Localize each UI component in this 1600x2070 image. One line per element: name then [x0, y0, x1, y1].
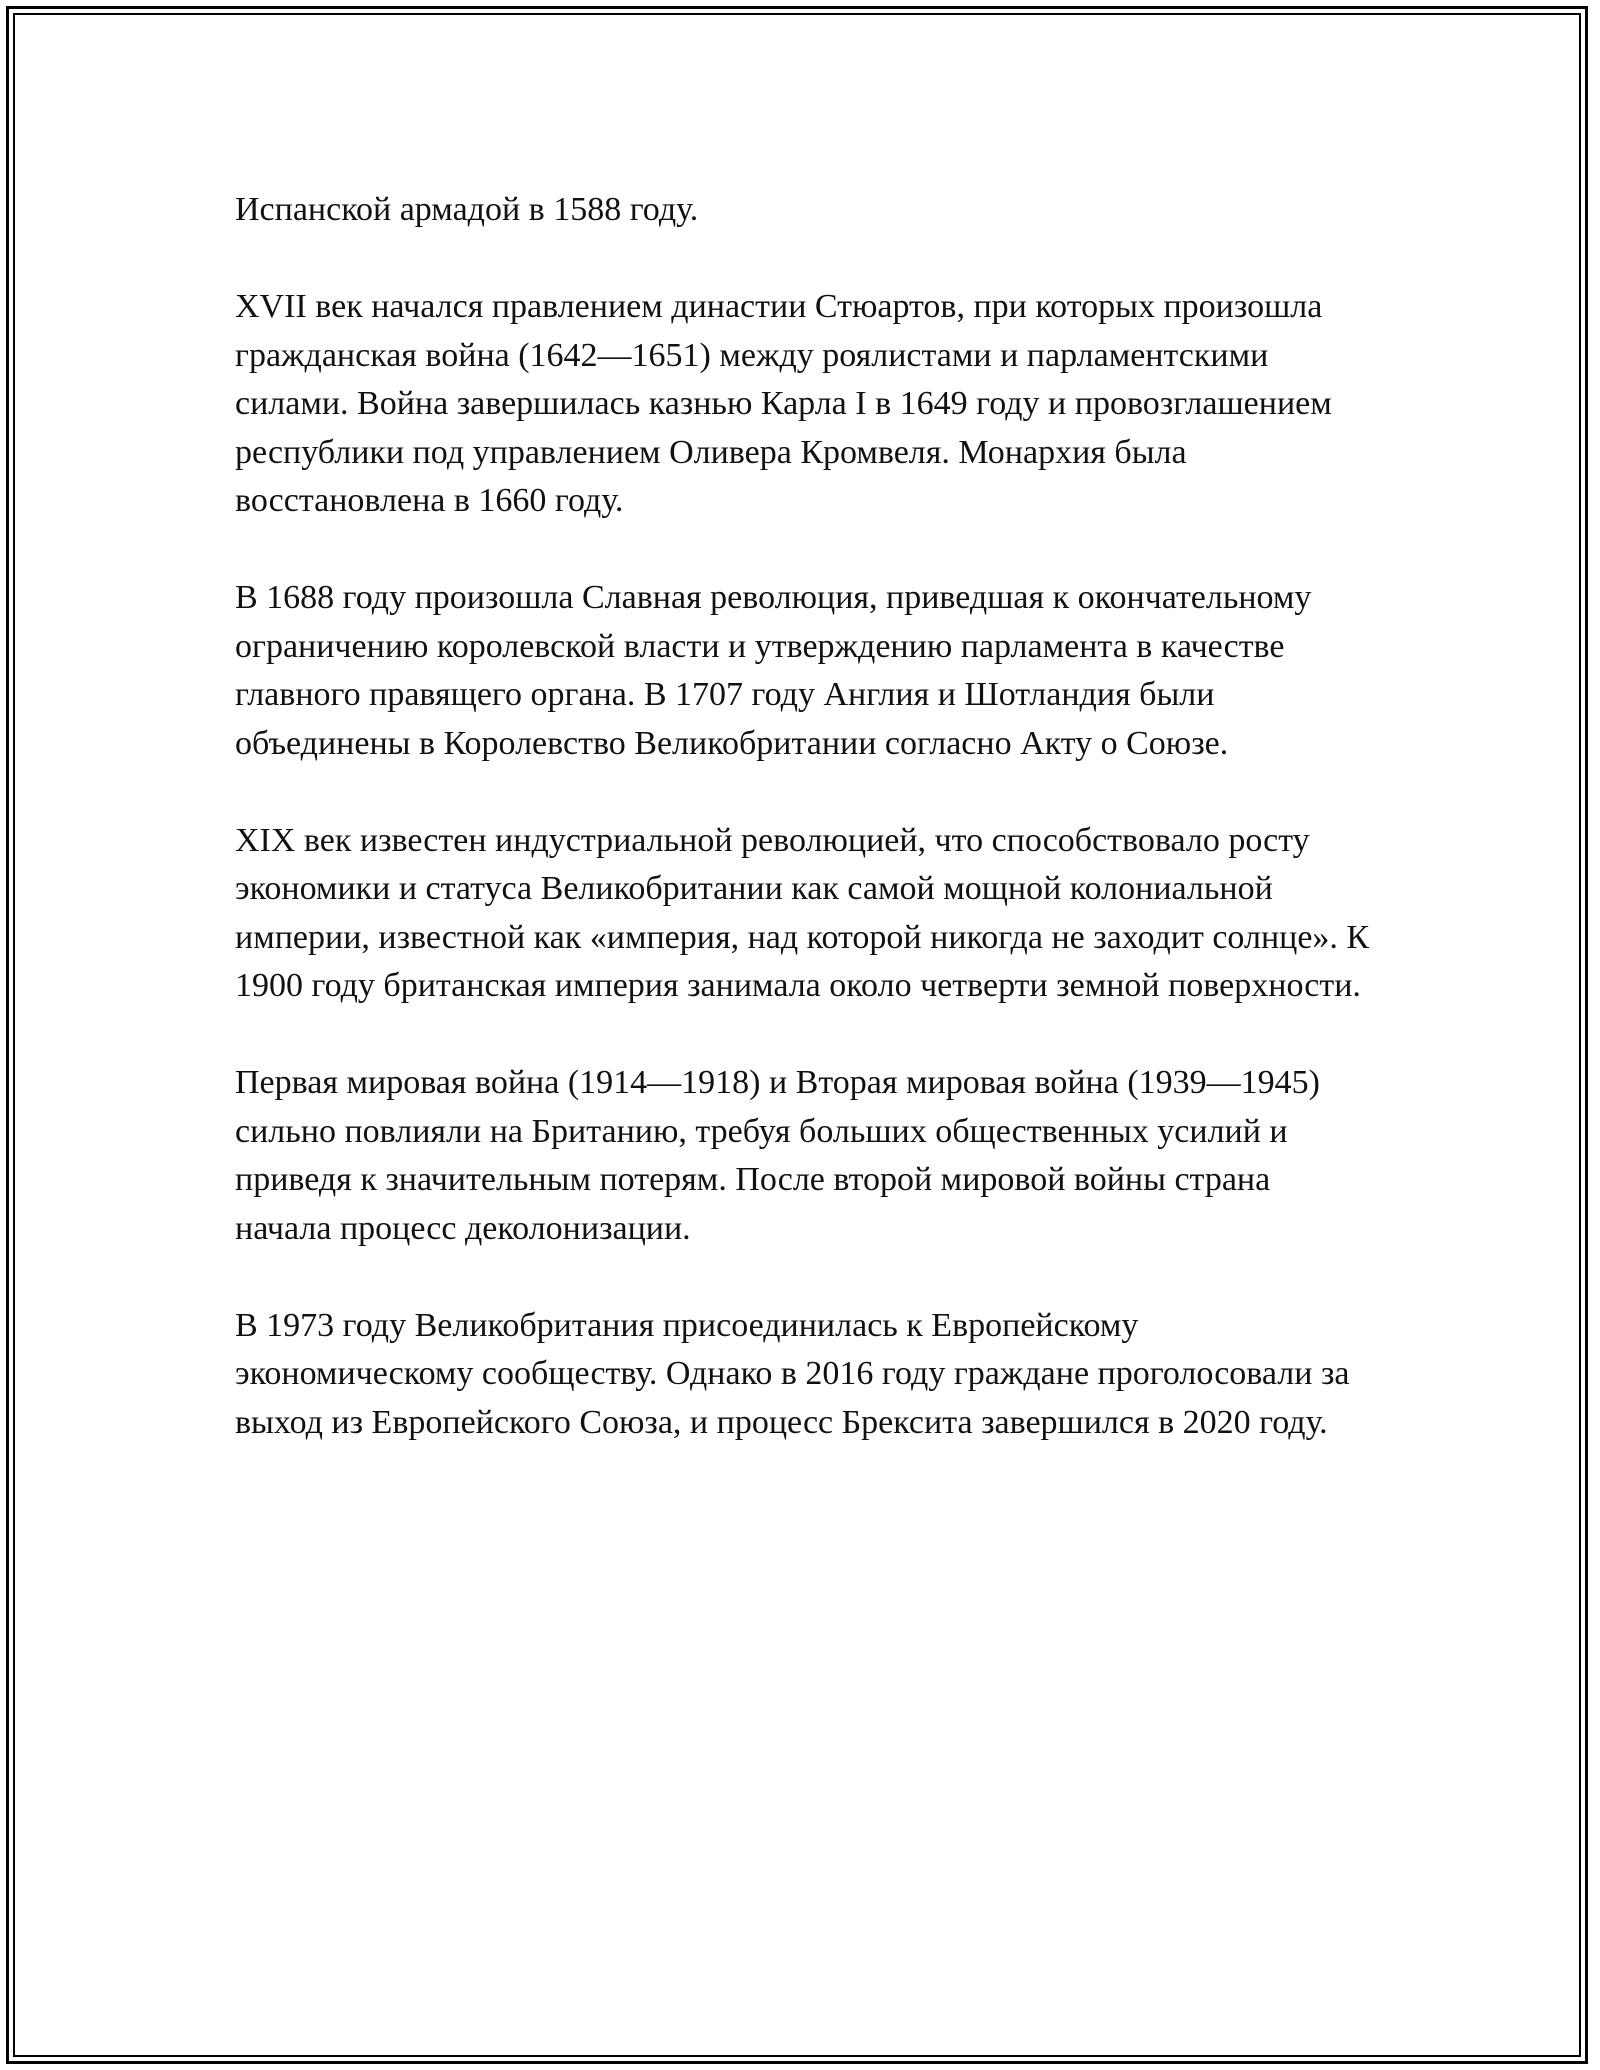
paragraph-industrial-revolution: XIX век известен индустриальной революцией, что способствовало росту экономики и статуса Великобритании как самой мощной колониальной империи, известной как «империя, над которой никогда не заходит солнце». К 1900 году британская империя занимала около четверти земной поверхности. [235, 821, 1370, 1004]
paragraph-glorious-revolution: В 1688 году произошла Славная революция, приведшая к окончательному ограничению королевской власти и утверждению парламента в качестве главного правящего органа. В 1707 году Англия и Шотландия были объединены в Королевство Великобритании согласно Акту о Союзе. [235, 579, 1312, 762]
paragraph-stuarts: XVII век начался правлением династии Стюартов, при которых произошла гражданская война (1642—1651) между роялистами и парламентскими силами. Война завершилась казнью Карла I в 1649 году и провозглашением республики под управлением Оливера Кромвеля. Монархия была восстановлена в 1660 году. [235, 288, 1332, 519]
paragraph-eu-brexit: В 1973 году Великобритания присоединилась к Европейскому экономическому сообществу. Однако в 2016 году граждане проголосовали за выход из Европейского Союза, и процесс Брексита завершился в 2020 году. [235, 1306, 1350, 1441]
paragraph-armada: Испанской армадой в 1588 году. [235, 191, 699, 228]
document-body [235, 186, 1375, 1496]
paragraph-world-wars: Первая мировая война (1914—1918) и Вторая мировая война (1939—1945) сильно повлияли на Британию, требуя больших общественных усилий и приведя к значительным потерям. После второй мировой войны страна начала процесс деколонизации. [235, 1064, 1320, 1247]
